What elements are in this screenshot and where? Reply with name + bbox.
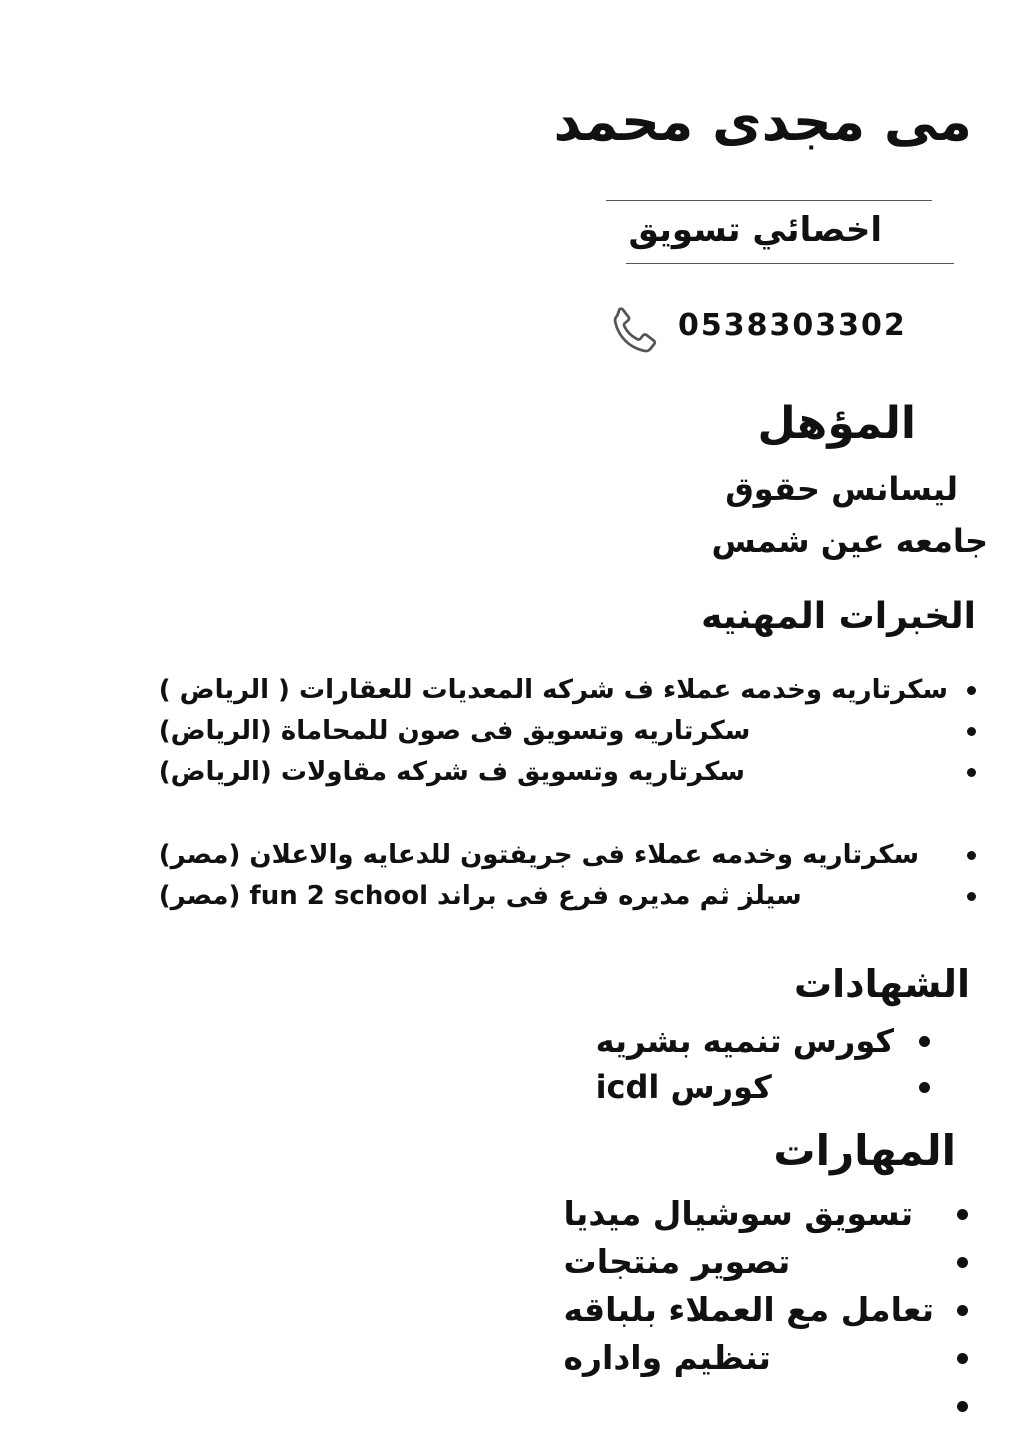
bullet <box>967 892 976 901</box>
certificates-heading: الشهادات <box>793 962 970 1006</box>
list-item <box>596 1064 930 1110</box>
bullet <box>919 1036 930 1047</box>
certificates-list <box>596 1018 930 1110</box>
list-item <box>159 752 976 793</box>
certificate-item: كورس تنميه بشريه <box>595 1022 894 1060</box>
bullet <box>957 1353 968 1364</box>
list-item <box>564 1238 968 1286</box>
bullet <box>967 768 976 777</box>
certificate-item: كورس icdl <box>595 1068 772 1106</box>
bullet <box>967 686 976 695</box>
experience-item: سكرتاريه وتسويق ف شركه مقاولات (الرياض) <box>158 757 745 787</box>
experience-item: سكرتاريه وتسويق فى صون للمحاماة (الرياض) <box>158 716 751 746</box>
bullet <box>957 1401 968 1412</box>
divider-bottom <box>626 263 954 264</box>
skill-item: تسويق سوشيال ميديا <box>563 1194 914 1233</box>
experience-item: سكرتاريه وخدمه عملاء فى جريفتون للدعايه والاعلان (مصر) <box>158 840 920 870</box>
list-item <box>159 670 976 711</box>
skill-item: تنظيم واداره <box>563 1338 771 1377</box>
candidate-name: مى مجدى محمد <box>553 90 972 153</box>
bullet <box>919 1082 930 1093</box>
skill-item: تصوير منتجات <box>563 1242 791 1281</box>
experience-item: سكرتاريه وخدمه عملاء ف شركه المعديات للعقارات ( الرياض ) <box>158 675 948 705</box>
bullet <box>957 1257 968 1268</box>
list-item <box>159 876 976 917</box>
list-item <box>159 711 976 752</box>
list-item <box>564 1190 968 1238</box>
experience-item: سيلز ثم مديره فرع فى براند fun 2 school (مصر) <box>158 881 802 911</box>
experience-heading: الخبرات المهنيه <box>701 596 976 637</box>
list-item <box>564 1382 968 1430</box>
bullet <box>967 727 976 736</box>
list-item <box>159 835 976 876</box>
experience-list <box>159 670 976 917</box>
bullet <box>957 1209 968 1220</box>
skill-item: تعامل مع العملاء بلباقه <box>563 1290 934 1329</box>
list-item <box>596 1018 930 1064</box>
list-item <box>564 1286 968 1334</box>
job-title: اخصائي تسويق <box>628 210 882 250</box>
skills-list <box>564 1190 968 1430</box>
bullet <box>967 851 976 860</box>
degree: ليسانس حقوق <box>725 470 958 508</box>
skills-heading: المهارات <box>773 1126 956 1175</box>
phone-number: 0538303302 <box>678 308 907 343</box>
list-item <box>564 1334 968 1382</box>
divider-top <box>606 200 932 201</box>
university: جامعه عين شمس <box>711 522 988 560</box>
qualification-heading: المؤهل <box>757 398 916 449</box>
phone-icon <box>603 303 663 363</box>
bullet <box>957 1305 968 1316</box>
